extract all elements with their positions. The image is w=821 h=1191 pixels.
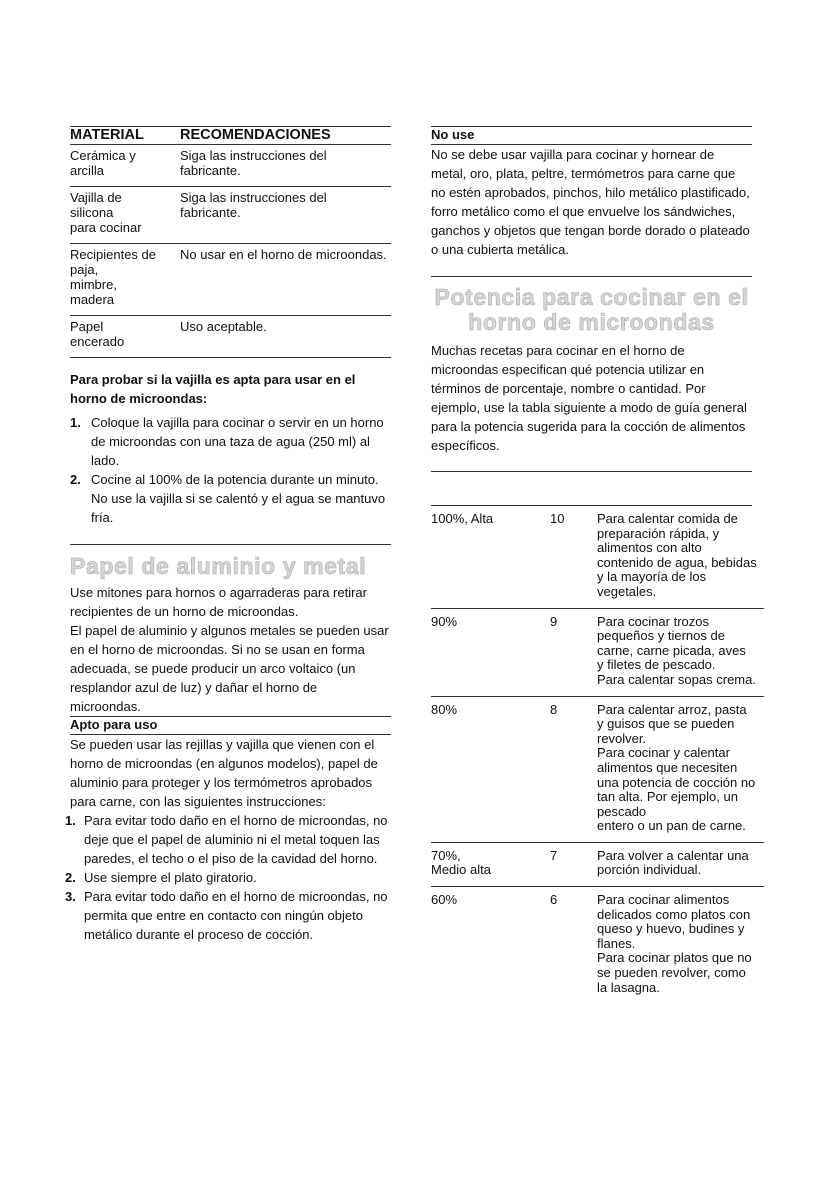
- power-percent: 90%: [431, 613, 458, 629]
- section-divider: [70, 544, 391, 545]
- left-column: [65, 126, 391, 944]
- power-use: Para cocinar alimentos delicados como platos con queso y huevo, budines y flanes. Para cocinar platos que no se pueden revolver, como la lasagna.: [597, 892, 752, 995]
- apto-heading: Apto para uso: [70, 717, 391, 735]
- power-percent: 80%: [431, 701, 458, 717]
- step-number: 1.: [65, 813, 76, 828]
- step-text: Use siempre el plato giratorio.: [84, 870, 257, 885]
- power-table-header-row: [431, 472, 752, 506]
- power-use: Para volver a calentar una porción individual.: [597, 847, 749, 878]
- table-row: [70, 244, 391, 316]
- foil-steps: [65, 811, 391, 944]
- power-use: Para calentar comida de preparación rápida, y alimentos con alto contenido de agua, bebidas y la mayoría de los vegetales.: [597, 511, 757, 599]
- power-level: 9: [550, 613, 558, 629]
- foil-intro: Use mitones para hornos o agarraderas para retirar recipientes de un horno de microondas. El papel de aluminio y algunos metales se pueden usar en el horno de microondas. Si no se usan en forma adecuada, se puede producir un arco voltaico (un resplandor azul de luz) y dañar el horno de microondas.: [70, 585, 389, 714]
- test-heading: Para probar si la vajilla es apta para usar en el horno de microondas:: [70, 372, 356, 406]
- list-item: [70, 413, 391, 470]
- no-use-text: No se debe usar vajilla para cocinar y hornear de metal, oro, plata, peltre, termómetros para carne que no estén aprobados, pinchos, hilo metálico plastificado, forro metálico como el que envuelve los sándwiches, ganchos y objetos que tengan borde dorado o plateado o una cubierta metálica.: [431, 147, 750, 257]
- table-row: [70, 187, 391, 244]
- apto-text: Se pueden usar las rejillas y vajilla que vienen con el horno de microondas (en algunos modelos), papel de aluminio para proteger y los termómetros aprobados para carne, con las siguientes instrucciones:: [70, 737, 378, 809]
- material-cell: Cerámica y arcilla: [70, 145, 180, 187]
- table-row: [431, 887, 764, 1003]
- list-item: [70, 470, 391, 527]
- step-number: 1.: [70, 415, 81, 430]
- right-column: [431, 126, 757, 1003]
- power-table: [431, 506, 757, 1003]
- material-cell: Papel encerado: [70, 316, 180, 358]
- power-use: Para cocinar trozos pequeños y tiernos de carne, carne picada, aves y filetes de pescado. Para calentar sopas crema.: [597, 613, 756, 687]
- step-text: Cocine al 100% de la potencia durante un minuto. No use la vajilla si se calentó y el agua se mantuvo fría.: [91, 472, 386, 525]
- recommendation-cell: Siga las instrucciones del fabricante.: [180, 145, 391, 187]
- power-percent: 60%: [431, 892, 458, 908]
- section-divider: [431, 276, 752, 277]
- no-use-heading: No use: [431, 127, 752, 145]
- material-cell: Recipientes de paja, mimbre, madera: [70, 244, 180, 316]
- table-row: [431, 506, 764, 609]
- step-number: 3.: [65, 889, 76, 904]
- material-table-header: [70, 127, 391, 145]
- power-intro: Muchas recetas para cocinar en el horno de microondas especifican qué potencia utilizar en términos de porcentaje, nombre o cantidad. Por ejemplo, use la tabla siguiente a modo de guía general para la potencia sugerida para la cocción de alimentos específicos.: [431, 343, 747, 453]
- header-material: MATERIAL: [70, 127, 180, 145]
- material-cell: Vajilla de silicona para cocinar: [70, 187, 180, 244]
- foil-section-title: Papel de aluminio y metal: [70, 553, 367, 579]
- list-item: [65, 887, 391, 944]
- material-table: [70, 126, 391, 358]
- power-percent: 70%, Medio alta: [431, 847, 491, 878]
- step-text: Para evitar todo daño en el horno de microondas, no deje que el papel de aluminio ni el metal toquen las paredes, el techo o el piso de la cavidad del horno.: [84, 813, 388, 866]
- step-number: 2.: [70, 472, 81, 487]
- test-steps: [70, 413, 391, 527]
- recommendation-cell: Uso aceptable.: [180, 316, 391, 358]
- power-level: 7: [550, 847, 558, 863]
- power-use: Para calentar arroz, pasta y guisos que se pueden revolver. Para cocinar y calentar alimentos que necesiten una potencia de cocción no tan alta. Por ejemplo, un pescado entero o un pan de carne.: [597, 701, 756, 834]
- step-text: Coloque la vajilla para cocinar o servir en un horno de microondas con una taza de agua (250 ml) al lado.: [91, 415, 384, 468]
- power-level: 8: [550, 701, 558, 717]
- power-percent: 100%, Alta: [431, 511, 494, 526]
- recommendation-cell: Siga las instrucciones del fabricante.: [180, 187, 391, 244]
- table-row: [431, 609, 764, 697]
- recommendation-cell: No usar en el horno de microondas.: [180, 244, 391, 316]
- step-text: Para evitar todo daño en el horno de microondas, no permita que entre en contacto con ningún objeto metálico durante el proceso de cocción.: [84, 889, 388, 942]
- power-level: 10: [550, 511, 565, 526]
- step-number: 2.: [65, 870, 76, 885]
- table-row: [431, 843, 764, 887]
- list-item: [65, 868, 391, 887]
- power-section-title: Potencia para cocinar en el horno de microondas: [434, 284, 749, 335]
- header-recomendaciones: RECOMENDACIONES: [180, 127, 391, 145]
- table-row: [70, 145, 391, 187]
- table-row: [431, 697, 764, 843]
- power-level: 6: [550, 892, 558, 908]
- list-item: [65, 811, 391, 868]
- table-row: [70, 316, 391, 358]
